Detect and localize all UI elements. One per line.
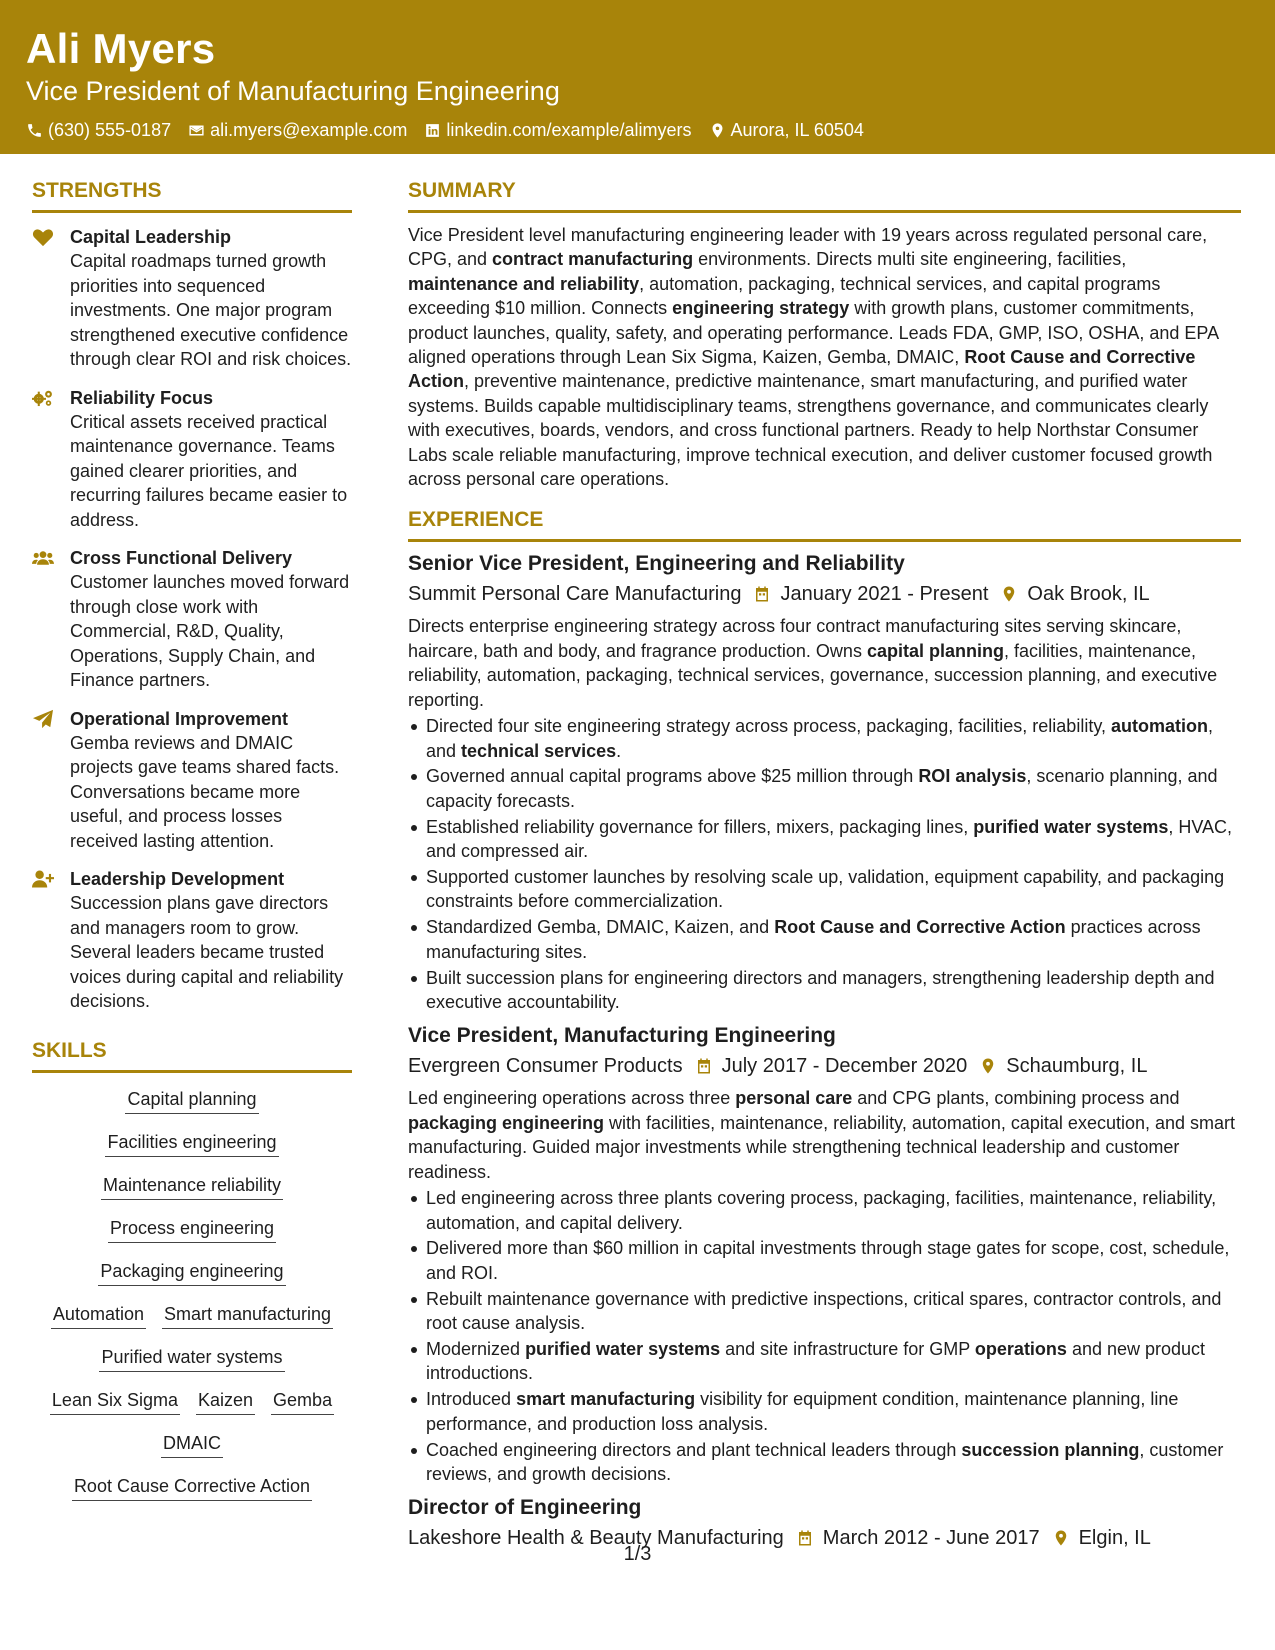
bullet-item: Governed annual capital programs above $25 million through ROI analysis, scenario planning, and capacity forecasts.: [408, 764, 1241, 813]
bullet-item: Established reliability governance for fillers, mixers, packaging lines, purified water systems, HVAC, and compressed air.: [408, 815, 1241, 864]
skill-row: [32, 1173, 352, 1200]
skill-row: [32, 1087, 352, 1114]
strength-item: [32, 707, 352, 854]
gears-icon: [32, 388, 54, 408]
calendar-icon: [753, 585, 771, 603]
strength-title: Reliability Focus: [70, 387, 214, 408]
job-dates: March 2012 - June 2017: [822, 1527, 1040, 1550]
summary-text: Vice President level manufacturing engineering leader with 19 years across regulated personal care, CPG, and contract manufacturing environments. Directs multi site engineering, facilities, maintenance and reliability, automation, packaging, technical services, and capital programs exceeding $10 million. Connects engineering strategy with growth plans, customer commitments, product launches, quality, safety, and operating performance. Leads FDA, GMP, ISO, OSHA, and EPA aligned operations through Lean Six Sigma, Kaizen, Gemba, DMAIC, Root Cause and Corrective Action, preventive maintenance, predictive maintenance, smart manufacturing, and purified water systems. Builds capable multidisciplinary teams, strengthens governance, and communicates clearly with executives, boards, vendors, and cross functional partners. Ready to help Northstar Consumer Labs scale reliable manufacturing, improve technical execution, and deliver customer focused growth across personal care operations.: [408, 225, 1219, 490]
skill-tag: DMAIC: [161, 1431, 223, 1458]
skill-tag: Process engineering: [108, 1216, 276, 1243]
phone-text: (630) 555-0187: [48, 120, 172, 140]
skills-heading: SKILLS: [32, 1038, 352, 1073]
job-title: Vice President, Manufacturing Engineering: [408, 1024, 836, 1048]
job-meta: [408, 580, 1241, 608]
email-text: ali.myers@example.com: [210, 120, 408, 140]
skill-tag: Capital planning: [125, 1087, 258, 1114]
job-description: Led engineering operations across three personal care and CPG plants, combining process and packaging engineering with facilities, maintenance, reliability, automation, capital execution, and smart manufacturing. Guided major investments while strengthening technical leadership and customer readiness.: [408, 1088, 1236, 1182]
job-location: Oak Brook, IL: [1027, 583, 1150, 606]
job-entry: [408, 1022, 1241, 1486]
skill-row: [32, 1431, 352, 1458]
job-location: Schaumburg, IL: [1006, 1055, 1148, 1078]
envelope-icon: [188, 122, 205, 139]
strength-desc: Gemba reviews and DMAIC projects gave teams shared facts. Conversations became more useful, and process losses received lasting attention.: [70, 732, 340, 851]
bullet-item: Directed four site engineering strategy across process, packaging, facilities, reliability, automation, and technical services.: [408, 714, 1241, 763]
skill-tag: Gemba: [271, 1388, 334, 1415]
linkedin-text: linkedin.com/example/alimyers: [446, 120, 692, 140]
job-title: Director of Engineering: [408, 1496, 642, 1520]
strength-desc: Critical assets received practical maintenance governance. Teams gained clearer priorities, and recurring failures became easier to address.: [70, 411, 348, 530]
bullet-item: Delivered more than $60 million in capital investments through stage gates for scope, cost, schedule, and ROI.: [408, 1236, 1241, 1285]
skill-tag: Smart manufacturing: [162, 1302, 333, 1329]
bullet-item: Supported customer launches by resolving scale up, validation, equipment capability, and packaging constraints before commercialization.: [408, 865, 1241, 914]
bullet-item: Modernized purified water systems and site infrastructure for GMP operations and new product introductions.: [408, 1337, 1241, 1386]
heart-icon: [32, 227, 54, 247]
phone-icon: [26, 122, 43, 139]
job-meta: [408, 1052, 1241, 1080]
job-bullets: [408, 714, 1241, 1014]
paper-plane-icon: [32, 709, 54, 729]
skill-row: [32, 1388, 352, 1415]
strength-title: Capital Leadership: [70, 227, 232, 247]
linkedin-icon: [424, 122, 441, 139]
strength-title: Leadership Development: [70, 869, 285, 889]
skill-tag: Purified water systems: [99, 1345, 284, 1372]
job-company: Evergreen Consumer Products: [408, 1055, 683, 1078]
strength-title: Operational Improvement: [70, 708, 289, 729]
job-entry: [408, 550, 1241, 1014]
contact-phone[interactable]: [26, 120, 171, 141]
experience-heading: EXPERIENCE: [408, 507, 1241, 542]
skill-tag: Kaizen: [196, 1388, 255, 1415]
summary-heading: SUMMARY: [408, 178, 1241, 213]
bullet-item: Led engineering across three plants covering process, packaging, facilities, maintenance, reliability, automation, and capital delivery.: [408, 1186, 1241, 1235]
strengths-heading: STRENGTHS: [32, 178, 352, 213]
contact-bar: [26, 120, 1249, 141]
left-column: [32, 178, 352, 1517]
strength-item: [32, 386, 352, 533]
contact-linkedin[interactable]: [424, 120, 691, 141]
right-column: [408, 178, 1241, 1552]
calendar-icon: [695, 1057, 713, 1075]
user-plus-icon: [32, 869, 54, 889]
skill-tag: Automation: [51, 1302, 146, 1329]
bullet-item: Introduced smart manufacturing visibility for equipment condition, maintenance planning, line performance, and production loss analysis.: [408, 1387, 1241, 1436]
location-text: Aurora, IL 60504: [730, 120, 864, 140]
skill-row: [32, 1302, 352, 1329]
job-location: Elgin, IL: [1078, 1527, 1151, 1550]
strength-item: [32, 225, 352, 372]
job-company: Lakeshore Health & Beauty Manufacturing: [408, 1527, 784, 1550]
contact-email[interactable]: [188, 120, 407, 141]
strength-desc: Customer launches moved forward through close work with Commercial, R&D, Quality, Operations, Supply Chain, and Finance partners.: [70, 572, 350, 690]
strength-title: Cross Functional Delivery: [70, 548, 293, 568]
map-marker-icon: [1000, 585, 1018, 603]
skill-tag: Packaging engineering: [98, 1259, 285, 1286]
skill-row: [32, 1474, 352, 1501]
bullet-item: Standardized Gemba, DMAIC, Kaizen, and Root Cause and Corrective Action practices across manufacturing sites.: [408, 915, 1241, 964]
skill-row: [32, 1345, 352, 1372]
skills-list: [32, 1087, 352, 1501]
skill-row: [32, 1259, 352, 1286]
strength-item: [32, 867, 352, 1014]
job-description: Directs enterprise engineering strategy across four contract manufacturing sites serving skincare, haircare, bath and body, and fragrance production. Owns capital planning, facilities, maintenance, reliability, automation, packaging, technical services, governance, succession planning, and executive reporting.: [408, 616, 1218, 710]
job-dates: January 2021 - Present: [780, 583, 989, 606]
skill-row: [32, 1216, 352, 1243]
job-title: Senior Vice President, Engineering and Reliability: [408, 552, 905, 576]
bullet-item: Coached engineering directors and plant technical leaders through succession planning, customer reviews, and growth decisions.: [408, 1438, 1241, 1487]
bullet-item: Rebuilt maintenance governance with predictive inspections, critical spares, contractor controls, and root cause analysis.: [408, 1287, 1241, 1336]
resume-header: [0, 0, 1275, 154]
strength-item: [32, 546, 352, 693]
strength-desc: Succession plans gave directors and managers room to grow. Several leaders became trusted voices during capital and reliability decisions.: [70, 893, 344, 1011]
strength-desc: Capital roadmaps turned growth priorities into sequenced investments. One major program strengthened executive confidence through clear ROI and risk choices.: [70, 251, 352, 369]
map-marker-icon: [709, 122, 726, 139]
strengths-list: [32, 225, 352, 1014]
skill-tag: Root Cause Corrective Action: [72, 1474, 312, 1501]
page-number: 1/3: [623, 1543, 652, 1565]
job-bullets: [408, 1186, 1241, 1486]
skill-row: [32, 1130, 352, 1157]
bullet-item: Built succession plans for engineering directors and managers, strengthening leadership depth and executive accountability.: [408, 966, 1241, 1015]
skill-tag: Lean Six Sigma: [50, 1388, 180, 1415]
candidate-name: Ali Myers: [26, 25, 216, 72]
job-company: Summit Personal Care Manufacturing: [408, 583, 742, 606]
candidate-title: Vice President of Manufacturing Engineering: [26, 76, 560, 106]
skill-tag: Maintenance reliability: [101, 1173, 283, 1200]
map-marker-icon: [979, 1057, 997, 1075]
users-icon: [32, 548, 54, 568]
job-dates: July 2017 - December 2020: [721, 1055, 968, 1078]
skill-tag: Facilities engineering: [105, 1130, 278, 1157]
contact-location: [709, 120, 864, 141]
